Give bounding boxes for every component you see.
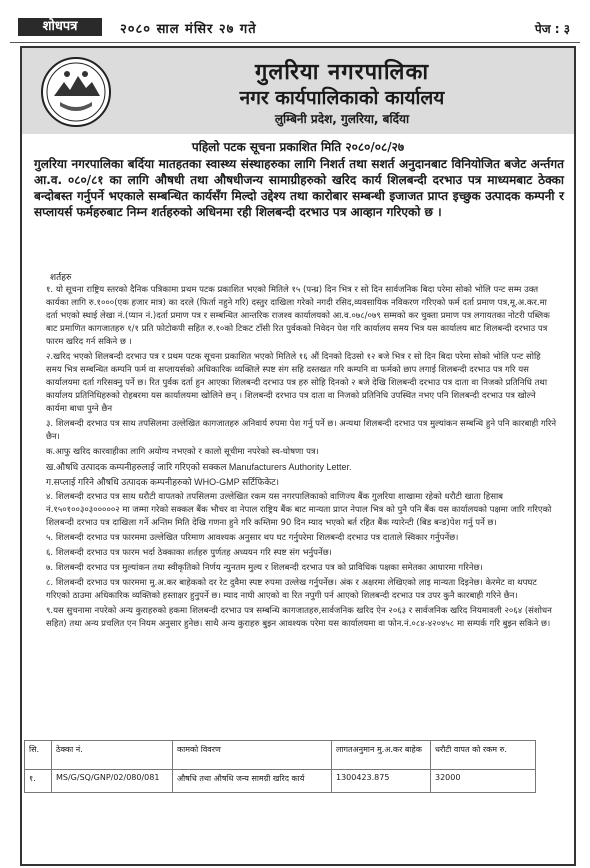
- office-address: लुम्बिनी प्रदेश, गुलरिया, बर्दिया: [274, 112, 410, 126]
- table-header-cell: कामको विवरण: [173, 741, 332, 770]
- table-cell: 32000: [431, 770, 536, 793]
- term-item: ६. शिलबन्दी दरभाउ पत्र फारम भर्दा ठेक्काका शर्तहरु पुर्णतह अध्ययन गरि स्पष्ट संग भर्नुपर्नेछ।: [46, 548, 332, 558]
- masthead-date: २०८० साल मंसिर २७ गते: [120, 22, 257, 37]
- term-item: २.खरिद भएको शिलबन्दी दरभाउ पत्र र प्रथम पटक सूचना प्रकाशित भएको मितिले १६ औं दिनको दिउसो १२ बजे भित्र र सो दिन बिदा परेमा सोको भोलि पन्ट सोहि समय भित्र सम्बन्धित कम्पनि फर्म वा सप्लायर्सको अधिकारिक व्यक्तिले स्पष्ट संग सहि दस्तखत गरि कम्पनि वा फर्मको छाप लगाई शिलबन्दी दरभाउ पत्र गरि यस कार्यालयमा दर्ता गरिसक्नु पर्ने छ। रित पुर्वक दर्ता हुन आएका शिलबन्दी दरभाउ पत्र हरु सोहि दिनको २ बजे देखि शिलबन्दी दरभाउ पत्र दाता वा निजको प्रतिनिधि तथा कार्यालय प्रतिनिधिहरुको रोहबरमा यस कार्यालयमा खोलिने छन् । शिलबन्दी दरभाउ पत्र दाता वा निजको प्रतिनिधि उपस्थित नभए पनि शिलबन्दी दरभाउ पत्र खोल्ने कार्यमा बाधा पुग्ने छैन: [46, 352, 548, 414]
- terms-heading: शर्तहरु: [50, 273, 72, 283]
- table-cell: MS/G/SQ/GNP/02/080/081: [52, 770, 173, 793]
- page-number: पेज : ३: [534, 22, 570, 36]
- table-cell: औषधि तथा औषधि जन्य सामग्री खरिद कार्य: [173, 770, 332, 793]
- newspaper-logo: [18, 18, 102, 36]
- notice-intro: गुलरिया नगरपालिका बर्दिया मातहतका स्वास्थ्य संस्थाहरुका लागि निशर्त तथा सशर्त अनुदानबाट विनियोजित बजेट अर्न्तगत आ.व. ०८०/८१ का लागि औषधी तथा औषधीजन्य सामाग्रीहरुको खरिद कार्य शिलबन्दी दरभाउ पत्र माध्यमबाट ठेक्का बन्दोबस्त गर्नुपर्ने भएकाले सम्बन्धित कार्यसँग मिल्दो उद्देश्य तथा कारोबार सम्बन्धी इजाजत प्राप्त इच्छुक उत्पादक कम्पनी र सप्लायर्स फर्महरुबाट निम्न शर्तहरुको अधिनमा रही शिलबन्दी दरभाउ पत्र आव्हान गरिएको छ ।: [34, 157, 564, 219]
- term-item: ८. शिलबन्दी दरभाउ पत्र फारममा मु.अ.कर बाहेकको दर रेट दुवैमा स्पष्ट रुपमा उल्लेख गर्नुपर्नेछ। अंक र अक्षरमा लेखिएको लाइ मान्यता दिइनेछ। केरमेट वा थपघट गरिएको ठाउमा अधिकारिक व्यक्तिको हस्ताक्षर हुनुपर्ने छ। म्याद नाघी आएको वा रित नपुगी पर्न आएको शिलबन्दी दरभाउ पत्र उपर कुनै कारबाही गरिने छैन।: [46, 578, 537, 601]
- table-header-cell: लागतअनुमान मु.अ.कर बाहेक: [332, 741, 431, 770]
- notice-date: पहिलो पटक सूचना प्रकाशित मिति २०८०/०८/२७: [191, 140, 405, 154]
- office-subtitle: नगर कार्यपालिकाको कार्यालय: [239, 87, 445, 109]
- municipality-title: गुलरिया नगरपालिका: [254, 60, 430, 85]
- term-item: क.आफु खरिद कारवाहीका लागि अयोग्य नभएको र कालो सूचीमा नपरेको स्व-घोषणा पत्र।: [46, 447, 319, 457]
- term-item: ९.यस सुचनामा नपरेको अन्य कुराहरुको हकमा शिलबन्दी दरभाउ पत्र सम्बन्धि कागजातहरु,सार्वजनिक खरिद ऐन २०६३ र सार्वजनिक खरिद नियमावली २०६४ (संशोधन सहित) तथा अन्य प्रचलित एन नियम अनुसार हुनेछ। साथै अन्य कुराहरु बुझ्न आवश्यक परेमा यस कार्यालयमा वा फोन.नं.०८४-४२०४५८ मा सम्पर्क गरि बुझ्न सकिने छ।: [46, 606, 552, 629]
- newspaper-logo-text: शोधपत्र: [42, 19, 78, 34]
- table-header-row: [25, 741, 536, 770]
- term-item: ४. शिलबन्दी दरभाउ पत्र साथ धरौटी वापतको तपसिलमा उल्लेखित रकम यस नगरपालिकाको वाणिज्य बैंक गुलरिया शाखामा रहेको धरौटी खाता हिसाब नं.१५०१००३०३०००००२ मा जम्मा गरेको सक्कल बैंक भौचर वा नेपाल राष्ट्रिय बैंक बाट मान्यता प्राप्त नेपाल भित्र को पुनै पनि बैंक यस कार्यालयको पक्षमा जारि गरिएको शिलबन्दी दरभाउ पत्र दाखिला गर्ने अन्तिम मिति देखि गणना हुने गरि कम्तिमा 90 दिन म्याद भएको बर्त रहित बैंक ग्यारेन्टी (बिड बन्ड)पेश गर्नु पर्ने छ।: [46, 492, 552, 528]
- table-header-cell: ठेक्का नं.: [52, 741, 173, 770]
- terms-list: [46, 284, 558, 633]
- term-item: १. यो सूचना राष्ट्रिय स्तरको दैनिक पत्रिकामा प्रथम पटक प्रकाशित भएको मितिले १५ (पन्ध्र) दिन भित्र र सो दिन सार्वजनिक बिदा परेमा सोको भोलि पन्ट सम्म उक्त कार्यका लागि रु.१०००(एक हजार मात्र) का दरले (फिर्ता नहुने गरि) दस्तुर दाखिला गरेको नगदी रसिद,व्यवसायिक नविकरण गरिएको फर्म दर्ता प्रमाण पत्र,मू.अ.कर.मा दर्ता भएको स्थाई लेखा नं.(प्यान नं.)दर्ता प्रमाण पत्र र सम्बन्धित आन्तरिक राजश्व कार्यालयको आ.व.०७८/०७९ सम्मको कर चुक्ता प्रमाण पत्र लगायतका नोटरी पब्लिक बाट प्रमाणित कागजातहरु १/१ प्रति फोटोकपी सहित रु.१०को टिकट टाँसी रित पुर्वकको निवेदन पेश गरि कार्यालय समय भित्र यस कार्यालय बाट शिलबन्दी दरभाउ पत्र फारम खरिद गर्न सकिने छ ।: [46, 285, 550, 347]
- newspaper-masthead: [10, 12, 580, 43]
- nepal-emblem-icon: [40, 56, 112, 128]
- term-item: ७. शिलबन्दी दरभाउ पत्र मुल्यांकन तथा स्वीकृतिको निर्णय न्युनतम मुल्य र शिलबन्दी दरभाउ पत्र को प्राविधिक पक्षका समेतका आधारमा गरिनेछ।: [46, 563, 483, 573]
- bid-table: [24, 740, 536, 793]
- table-header-cell: धरौटी वापत को रकम रु.: [431, 741, 536, 770]
- table-cell: 1300423.875: [332, 770, 431, 793]
- table-row: [25, 770, 536, 793]
- term-item: ३. शिलबन्दी दरभाउ पत्र साथ तपसिलमा उल्लेखित कागजातहरु अनिवार्य रुपमा पेश गर्नु पर्ने छ। अन्यथा शिलबन्दी दरभाउ पत्र मुल्यांकन सम्बन्धि हुने पनि कारबाही गरिने छैन।: [46, 419, 557, 442]
- term-item: ग.सप्लाई गरिने औषधि उत्पादक कम्पनीहरुको WHO-GMP सर्टिफिकेट।: [46, 477, 280, 487]
- term-item: ५. शिलबन्दी दरभाउ पत्र फारममा उल्लेखित परिमाण आवश्यक अनुसार थप घट गर्नुपरेमा शिलबन्दी दरभाउ पत्र दाताले स्विकार गर्नुपर्नेछ।: [46, 533, 459, 543]
- office-header: [22, 48, 574, 134]
- table-header-cell: सि.: [25, 741, 52, 770]
- table-cell: १.: [25, 770, 52, 793]
- term-item: ख.औषधि उत्पादक कम्पनीहरुलाई जारि गरिएको सक्कल Manufacturers Authority Letter.: [46, 462, 352, 472]
